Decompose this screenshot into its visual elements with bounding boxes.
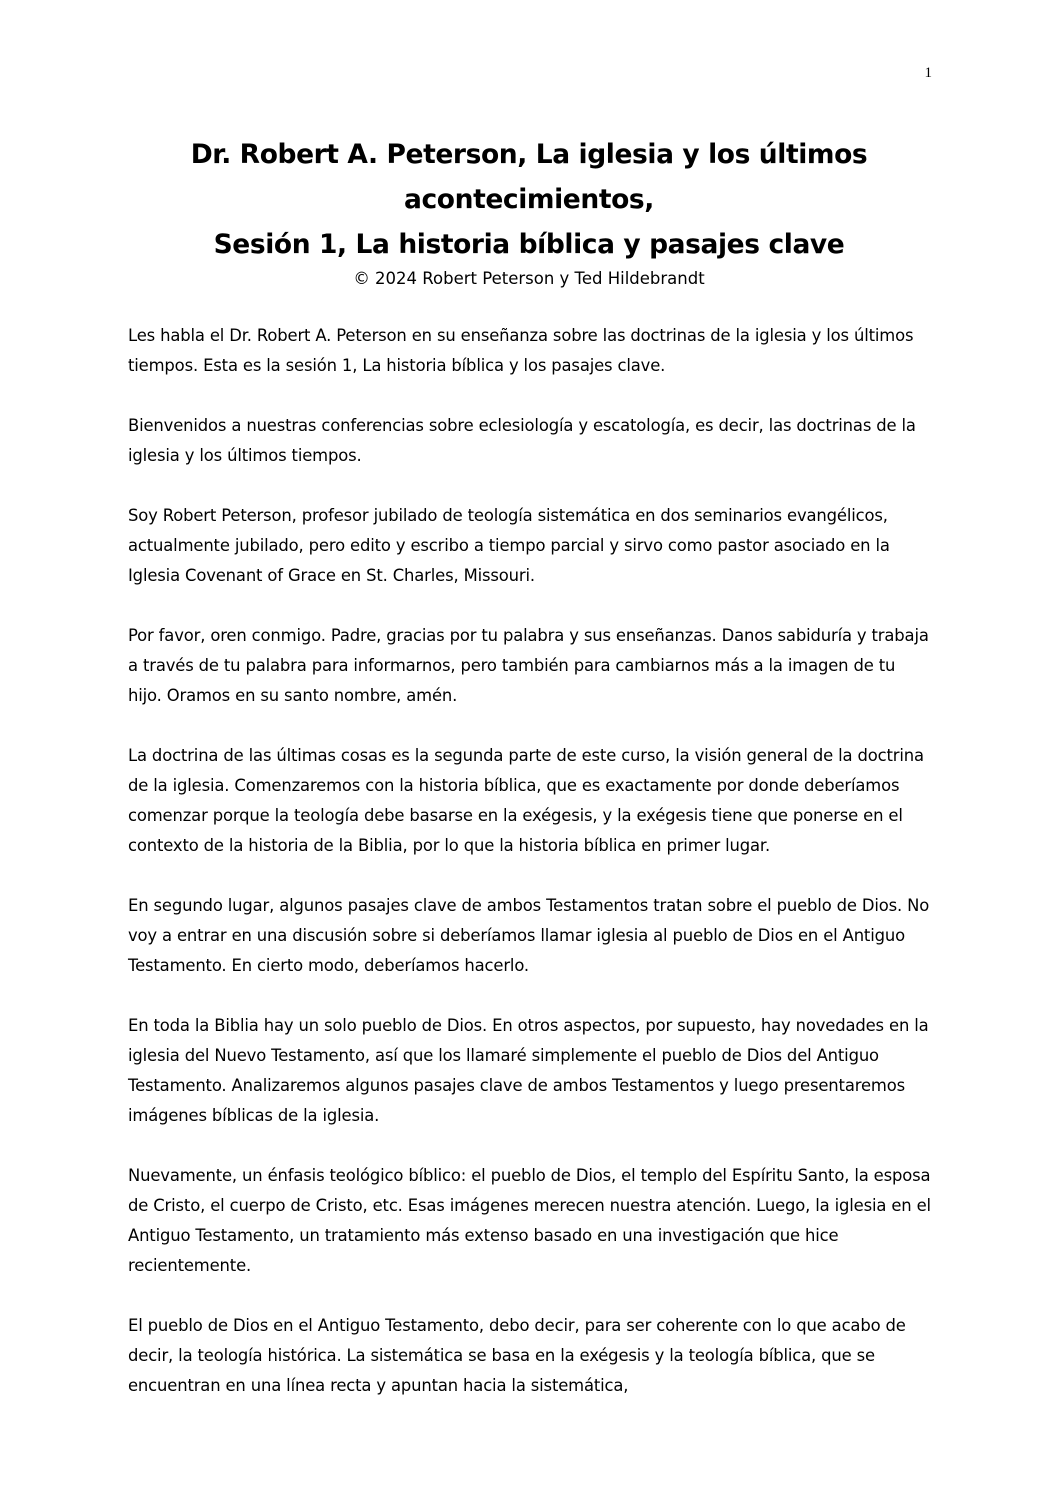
paragraph: Soy Robert Peterson, profesor jubilado de teología sistemática en dos seminarios evangélicos, actualmente jubilado, pero edito y escribo a tiempo parcial y sirvo como pastor asociado en la Iglesia Covenant of Grace en St. Charles, Missouri. (128, 506, 890, 585)
paragraph: Por favor, oren conmigo. Padre, gracias por tu palabra y sus enseñanzas. Danos sabiduría y trabaja a través de tu palabra para informarnos, pero también para cambiarnos más a la imagen de tu hijo. Oramos en su santo nombre, amén. (128, 626, 929, 705)
paragraph: Bienvenidos a nuestras conferencias sobre eclesiología y escatología, es decir, las doctrinas de la iglesia y los últimos tiempos. (128, 416, 916, 465)
title-line-3: Sesión 1, La historia bíblica y pasajes clave (213, 229, 845, 260)
paragraph: La doctrina de las últimas cosas es la segunda parte de este curso, la visión general de la doctrina de la iglesia. Comenzaremos con la historia bíblica, que es exactamente por donde deberíamos comenzar porque la teología debe basarse en la exégesis, y la exégesis tiene que ponerse en el contexto de la historia de la Biblia, por lo que la historia bíblica en primer lugar. (128, 746, 924, 855)
document-body (128, 321, 932, 1431)
title-line-2: acontecimientos, (404, 184, 654, 215)
paragraph: Nuevamente, un énfasis teológico bíblico: el pueblo de Dios, el templo del Espíritu Santo, la esposa de Cristo, el cuerpo de Cristo, etc. Esas imágenes merecen nuestra atención. Luego, la iglesia en el Antiguo Testamento, un tratamiento más extenso basado en una investigación que hice recientemente. (128, 1166, 931, 1275)
paragraph: Les habla el Dr. Robert A. Peterson en su enseñanza sobre las doctrinas de la iglesia y los últimos tiempos. Esta es la sesión 1, La historia bíblica y los pasajes clave. (128, 326, 914, 375)
paragraph: En toda la Biblia hay un solo pueblo de Dios. En otros aspectos, por supuesto, hay novedades en la iglesia del Nuevo Testamento, así que los llamaré simplemente el pueblo de Dios del Antiguo Testamento. Analizaremos algunos pasajes clave de ambos Testamentos y luego presentaremos imágenes bíblicas de la iglesia. (128, 1016, 929, 1125)
page-number: 1 (924, 65, 932, 81)
paragraph: En segundo lugar, algunos pasajes clave de ambos Testamentos tratan sobre el pueblo de Dios. No voy a entrar en una discusión sobre si deberíamos llamar iglesia al pueblo de Dios en el Antiguo Testamento. En cierto modo, deberíamos hacerlo. (128, 896, 930, 975)
title-line-1: Dr. Robert A. Peterson, La iglesia y los últimos (190, 139, 868, 170)
paragraph: El pueblo de Dios en el Antiguo Testamento, debo decir, para ser coherente con lo que acabo de decir, la teología histórica. La sistemática se basa en la exégesis y la teología bíblica, que se encuentran en una línea recta y apuntan hacia la sistemática, (128, 1316, 906, 1395)
copyright-notice: © 2024 Robert Peterson y Ted Hildebrandt (353, 269, 705, 288)
document-title (100, 132, 958, 267)
